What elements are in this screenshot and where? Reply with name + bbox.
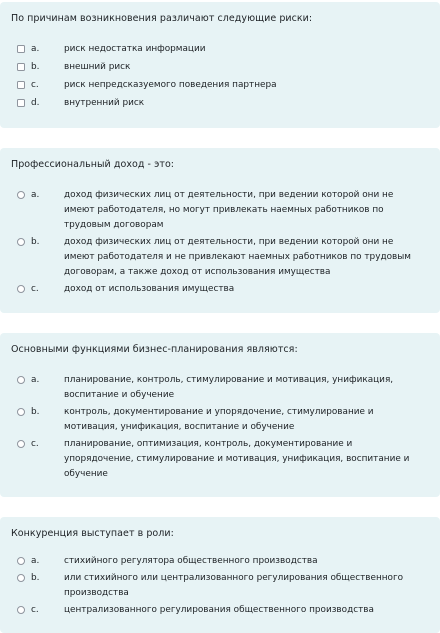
answer-text: планирование, контроль, стимулирование и мотивация, унификация, воспитание и обучение [64, 375, 394, 400]
answer-text: контроль, документирование и упорядочение, стимулирование и мотивация, унификация, воспитание и обучение [64, 407, 374, 432]
answer-letter: a. [31, 556, 40, 566]
answer-text: доход от использования имущества [64, 284, 235, 294]
answer-text: риск непредсказуемого поведения партнера [64, 80, 277, 90]
answer-letter: c. [31, 605, 39, 615]
answer-text: внутренний риск [64, 98, 145, 108]
radio-button[interactable] [17, 376, 25, 384]
answer-letter: c. [31, 80, 39, 90]
answer-option[interactable] [15, 78, 420, 93]
question-text: По причинам возникновения различают следующие риски: [11, 13, 313, 24]
checkbox[interactable] [17, 63, 25, 71]
answer-list-4 [15, 554, 420, 618]
radio-button[interactable] [17, 408, 25, 416]
answer-list-3 [15, 373, 420, 482]
answer-letter: c. [31, 284, 39, 294]
answer-text: стихийного регулятора общественного производства [64, 556, 318, 566]
radio-button[interactable] [17, 440, 25, 448]
answer-list-2 [15, 188, 420, 297]
radio-button[interactable] [17, 191, 25, 199]
answer-option[interactable] [15, 437, 420, 482]
answer-option[interactable] [15, 60, 420, 75]
radio-button[interactable] [17, 238, 25, 246]
radio-button[interactable] [17, 285, 25, 293]
answer-letter: d. [31, 98, 40, 108]
answer-text: планирование, оптимизация, контроль, документирование и упорядочение, стимулирование и мотивация, унификация, воспитание и обучение [64, 439, 410, 479]
question-text: Основными функциями бизнес-планирования являются: [11, 344, 298, 355]
answer-text: внешний риск [64, 62, 131, 72]
answer-option[interactable] [15, 405, 420, 435]
answer-option[interactable] [15, 554, 420, 569]
answer-letter: b. [31, 62, 40, 72]
answer-option[interactable] [15, 603, 420, 618]
answer-option[interactable] [15, 96, 420, 111]
question-text: Конкуренция выступает в роли: [11, 528, 174, 539]
answer-option[interactable] [15, 282, 420, 297]
checkbox[interactable] [17, 99, 25, 107]
answer-text: централизованного регулирования общественного производства [64, 605, 374, 615]
answer-list-1 [15, 42, 420, 111]
radio-button[interactable] [17, 557, 25, 565]
answer-letter: b. [31, 407, 40, 417]
answer-option[interactable] [15, 42, 420, 57]
answer-option[interactable] [15, 188, 420, 233]
radio-button[interactable] [17, 574, 25, 582]
checkbox[interactable] [17, 81, 25, 89]
answer-text: или стихийного или централизованного регулирования общественного производства [64, 573, 404, 598]
question-text: Профессиональный доход - это: [11, 159, 175, 170]
answer-letter: b. [31, 573, 40, 583]
answer-option[interactable] [15, 373, 420, 403]
answer-option[interactable] [15, 235, 420, 280]
answer-letter: a. [31, 190, 40, 200]
answer-letter: a. [31, 375, 40, 385]
answer-text: риск недостатка информации [64, 44, 206, 54]
answer-letter: b. [31, 237, 40, 247]
answer-letter: a. [31, 44, 40, 54]
answer-option[interactable] [15, 571, 420, 601]
radio-button[interactable] [17, 606, 25, 614]
answer-text: доход физических лиц от деятельности, при ведении которой они не имеют работодателя и не привлекают наемных работников по трудовым договорам, а также доход от использования имущества [64, 237, 411, 277]
answer-text: доход физических лиц от деятельности, при ведении которой они не имеют работодателя, но могут привлекать наемных работников по трудовым договорам [64, 190, 394, 230]
checkbox[interactable] [17, 45, 25, 53]
answer-letter: c. [31, 439, 39, 449]
